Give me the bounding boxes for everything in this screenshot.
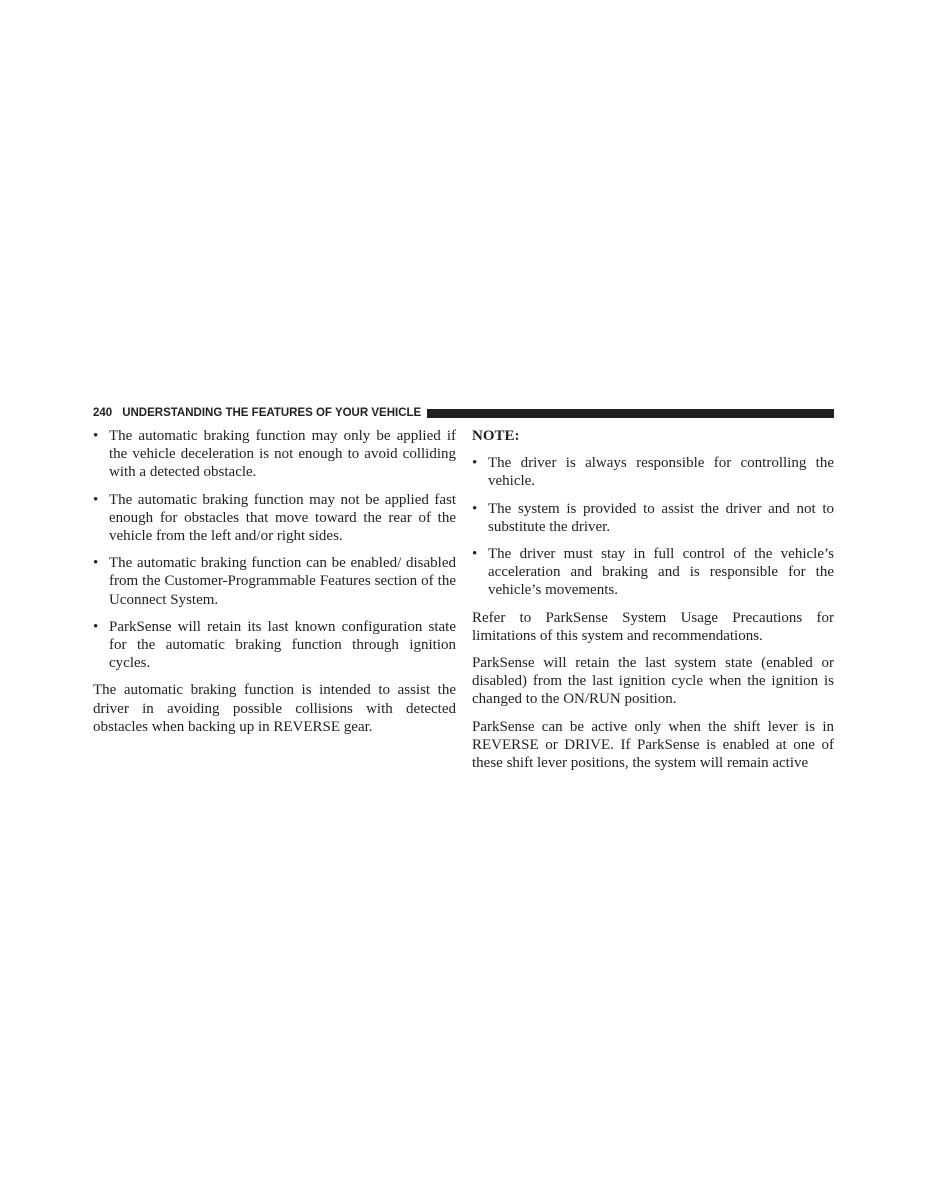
list-item-text: The system is provided to assist the driver and not to substitute the driver. <box>488 500 834 535</box>
list-item <box>93 554 456 609</box>
left-bullet-list <box>93 427 456 672</box>
list-item-text: The automatic braking function may only be applied if the vehicle deceleration is not enough to avoid colliding with a detected obstacle. <box>109 428 456 481</box>
note-label: NOTE: <box>472 428 520 444</box>
bullet-icon: • <box>472 500 478 517</box>
list-item <box>93 618 456 673</box>
list-item <box>472 545 834 600</box>
note-bullet-list <box>472 454 834 599</box>
section-title: UNDERSTANDING THE FEATURES OF YOUR VEHICLE <box>122 407 422 419</box>
page-number: 240 <box>93 407 113 419</box>
bullet-icon: • <box>472 546 478 563</box>
bullet-icon: • <box>472 455 478 472</box>
bullet-icon: • <box>93 618 99 635</box>
body-paragraph: The automatic braking function is intended to assist the driver in avoiding possible collisions with detected obstacles when backing up in REVERSE gear. <box>93 682 456 735</box>
bullet-icon: • <box>93 491 99 508</box>
running-header <box>93 405 834 421</box>
body-paragraph: ParkSense will retain the last system state (enabled or disabled) from the last ignition cycle when the ignition is changed to the ON/RUN position. <box>472 655 834 708</box>
list-item-text: ParkSense will retain its last known configuration state for the automatic braking function through ignition cycles. <box>109 618 456 672</box>
bullet-icon: • <box>93 428 99 444</box>
list-item <box>93 427 456 482</box>
list-item-text: The automatic braking function may not be applied fast enough for obstacles that move toward the rear of the vehicle from the left and/or right sides. <box>109 491 456 545</box>
list-item-text: The driver must stay in full control of the vehicle’s acceleration and braking and is responsible for the vehicle’s movements. <box>488 546 834 599</box>
body-paragraph: Refer to ParkSense System Usage Precautions for limitations of this system and recommendations. <box>472 609 834 644</box>
right-column <box>472 427 834 781</box>
left-column <box>93 427 456 745</box>
list-item <box>93 491 456 546</box>
bullet-icon: • <box>93 555 99 572</box>
body-paragraph: ParkSense can be active only when the shift lever is in REVERSE or DRIVE. If ParkSense is enabled at one of these shift lever positions, the system will remain active <box>472 718 834 772</box>
list-item-text: The driver is always responsible for controlling the vehicle. <box>488 455 834 490</box>
list-item <box>472 454 834 490</box>
header-rule <box>427 409 834 418</box>
list-item <box>472 500 834 536</box>
list-item-text: The automatic braking function can be enabled/ disabled from the Customer-Programmable Features section of the Uconnect System. <box>109 555 456 608</box>
